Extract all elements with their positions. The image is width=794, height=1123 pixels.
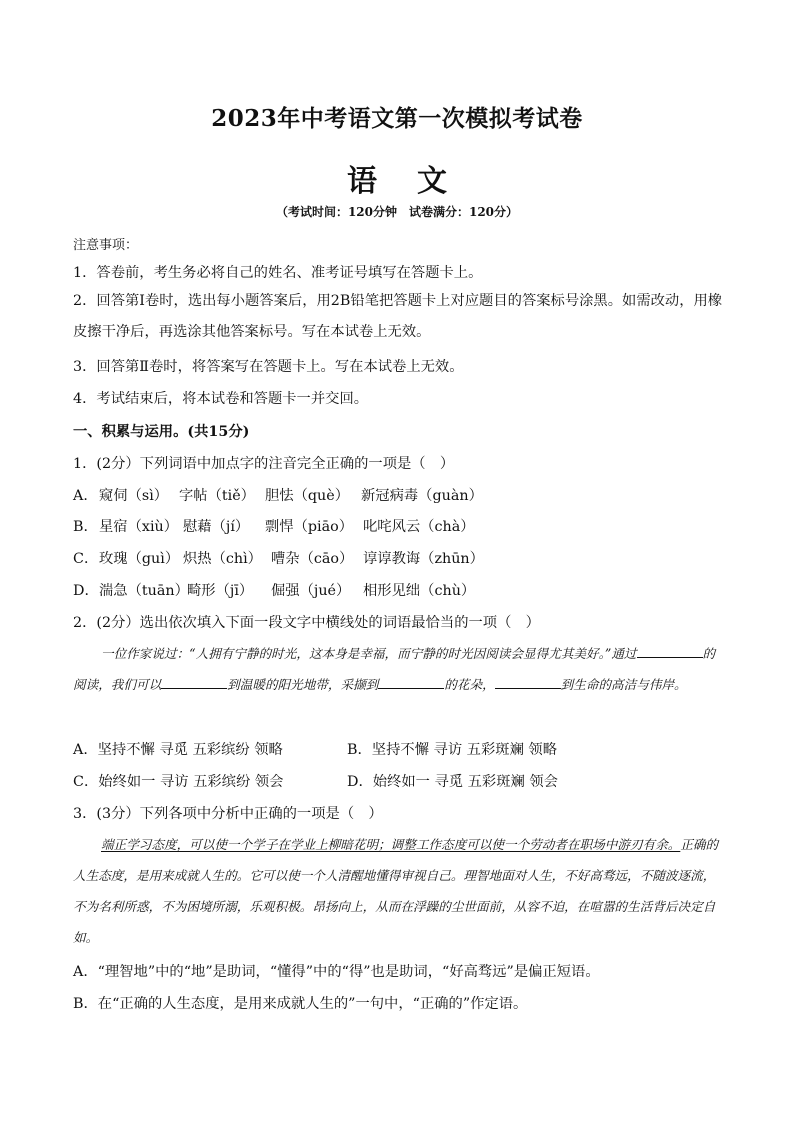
option-word: 嘈杂（cāo） xyxy=(271,551,354,567)
option-label: D． xyxy=(73,583,99,599)
option-word: 倔强（jué） xyxy=(271,583,351,599)
option-word: 谆谆教诲（zhūn） xyxy=(363,551,484,567)
exam-title: 2023年中考语文第一次模拟考试卷 xyxy=(211,105,583,132)
fill-blank-2 xyxy=(161,676,227,689)
question-1-option-c[interactable] xyxy=(73,548,723,568)
notice-item-3: 3．回答第Ⅱ卷时，将答案写在答题卡上。写在本试卷上无效。 xyxy=(73,359,464,375)
notice-item-2: 2．回答第Ⅰ卷时，选出每小题答案后，用2B铅笔把答题卡上对应题目的答案标号涂黑。如需改动，用橡皮擦干净后，再选涂其他答案标号。写在本试卷上无效。 xyxy=(73,293,723,340)
question-1-option-d[interactable] xyxy=(73,580,723,600)
option-word: 剽悍（piāo） xyxy=(265,519,354,535)
option-word: 胆怯（què） xyxy=(265,488,350,504)
section-heading: 一、积累与运用。(共15分) xyxy=(73,424,250,440)
question-2-passage: 一位作家说过：“人拥有宁静的时光，这本身是幸福，而宁静的时光因阅读会显得尤其美好。”通过 的阅读，我们可以 到温暖的阳光地带，采撷到 的花朵， 到生命的高洁与伟岸。 xyxy=(73,646,716,692)
option-word: 字帖（tiě） xyxy=(179,488,255,504)
underlined-text: 端正学习态度，可以使一个学子在学业上柳暗花明；调整工作态度可以使一个劳动者在职场中游刃有余。 xyxy=(101,837,681,852)
fill-blank-1 xyxy=(637,645,703,658)
notice-heading: 注意事项： xyxy=(73,238,139,253)
exam-time-and-score: （考试时间：120分钟 试卷满分：120分） xyxy=(275,205,519,219)
question-1-option-b[interactable] xyxy=(73,516,723,536)
option-word: 玫瑰（guì） xyxy=(99,551,180,567)
option-word: 慰藉（jí） xyxy=(183,519,250,535)
option-word: 星宿（xiù） xyxy=(99,519,179,535)
subject-char-2: 文 xyxy=(417,164,447,199)
question-3-option-a[interactable]: A．“理智地”中的“地”是助词，“懂得”中的“得”也是助词，“好高骛远”是偏正短语。 xyxy=(73,964,600,980)
question-3-option-b[interactable]: B．在“正确的人生态度，是用来成就人生的”一句中，“正确的”作定语。 xyxy=(73,996,528,1012)
option-word: 畸形（jī） xyxy=(187,583,254,599)
subject-title xyxy=(0,156,794,200)
option-word: 相形见绌（chù） xyxy=(363,583,476,599)
question-2-option-d[interactable]: D．始终如一 寻觅 五彩斑斓 领会 xyxy=(347,774,558,790)
option-word: 窥伺（sì） xyxy=(99,488,169,504)
notice-item-4: 4．考试结束后，将本试卷和答题卡一并交回。 xyxy=(73,391,369,407)
question-3-stem: 3．(3分）下列各项中分析中正确的一项是（ ） xyxy=(73,806,383,822)
option-label: B． xyxy=(73,519,98,535)
question-2-option-a[interactable]: A．坚持不懈 寻觅 五彩缤纷 领略 xyxy=(73,742,283,758)
question-2-option-b[interactable]: B．坚持不懈 寻访 五彩斑斓 领略 xyxy=(347,742,557,758)
question-2-option-c[interactable]: C．始终如一 寻访 五彩缤纷 领会 xyxy=(73,774,284,790)
option-word: 叱咤风云（chà） xyxy=(363,519,475,535)
option-word: 湍急（tuān） xyxy=(99,583,189,599)
option-word: 炽热（chì） xyxy=(183,551,262,567)
fill-blank-3 xyxy=(378,676,444,689)
question-2-stem: 2．(2分）选出依次填入下面一段文字中横线处的词语最恰当的一项（ ） xyxy=(73,615,540,631)
question-3-passage: 端正学习态度，可以使一个学子在学业上柳暗花明；调整工作态度可以使一个劳动者在职场中游刃有余。正确的人生态度，是用来成就人生的。它可以使一个人清醒地懂得审视自己。理智地面对人生，不好高骛远，不随波逐流，不为名利所惑，不为困境所溺，乐观积极。昂扬向上，从而在浮躁的尘世面前，从容不迫，在喧嚣的生活背后决定自如。 xyxy=(73,837,719,945)
question-1-option-a[interactable] xyxy=(73,485,723,505)
notice-item-1: 1．答卷前，考生务必将自己的姓名、准考证号填写在答题卡上。 xyxy=(73,265,483,281)
fill-blank-4 xyxy=(495,676,561,689)
option-label: A． xyxy=(73,488,98,504)
option-label: C． xyxy=(73,551,99,567)
subject-char-1: 语 xyxy=(347,164,377,199)
option-word: 新冠病毒（guàn） xyxy=(361,488,483,504)
question-1-stem: 1．(2分）下列词语中加点字的注音完全正确的一项是（ ） xyxy=(73,456,455,472)
